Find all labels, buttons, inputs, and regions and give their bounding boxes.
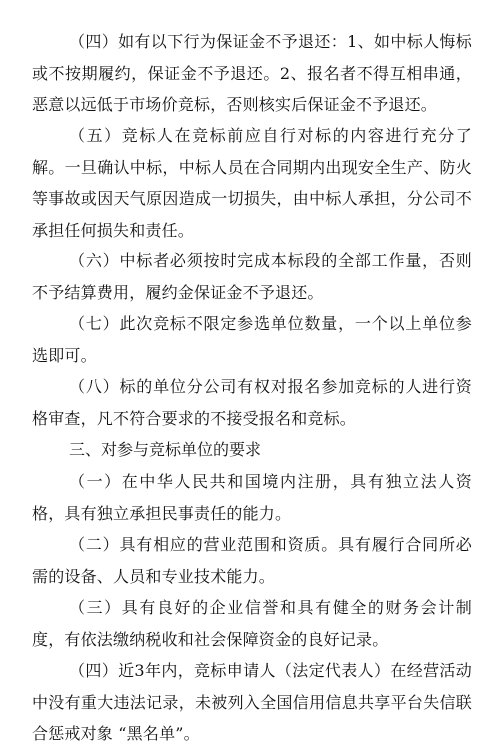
- clause-4-deposit-forfeit: （四）如有以下行为保证金不予退还：1、如中标人悔标或不按期履约，保证金不予退还。2、报名者不得互相串通，恶意以远低于市场价竞标，否则核实后保证金不予退还。: [32, 32, 472, 114]
- requirement-1-registration: （一）在中华人民共和国境内注册，具有独立法人资格，具有独立承担民事责任的能力。: [32, 472, 472, 523]
- section-heading-requirements: 三、对参与竞标单位的要求: [69, 440, 262, 459]
- requirement-3-reputation: （三）具有良好的企业信誉和具有健全的财务会计制度，有依法缴纳税收和社会保障资金的良好记录。: [32, 598, 472, 649]
- clause-6-workload-completion: （六）中标者必须按时完成本标段的全部工作量，否则不予结算费用，履约金保证金不予退还。: [32, 251, 472, 302]
- clause-5-bidder-responsibility: （五）竞标人在竞标前应自行对标的内容进行充分了解。一旦确认中标，中标人员在合同期内出现安全生产、防火等事故或因天气原因造成一切损失，由中标人承担，分公司不承担任何损失和责任。: [32, 126, 472, 240]
- clause-7-participant-count: （七）此次竞标不限定参选单位数量，一个以上单位参选即可。: [32, 314, 472, 365]
- requirement-2-qualification: （二）具有相应的营业范围和资质。具有履行合同所必需的设备、人员和专业技术能力。: [32, 535, 472, 586]
- clause-8-qualification-review: （八）标的单位分公司有权对报名参加竞标的人进行资格审查，凡不符合要求的不接受报名和竞标。: [32, 377, 472, 428]
- requirement-4-no-violations: （四）近3年内，竞标申请人（法定代表人）在经营活动中没有重大违法记录，未被列入全国信用信息共享平台失信联合惩戒对象 “黑名单”。: [32, 661, 472, 743]
